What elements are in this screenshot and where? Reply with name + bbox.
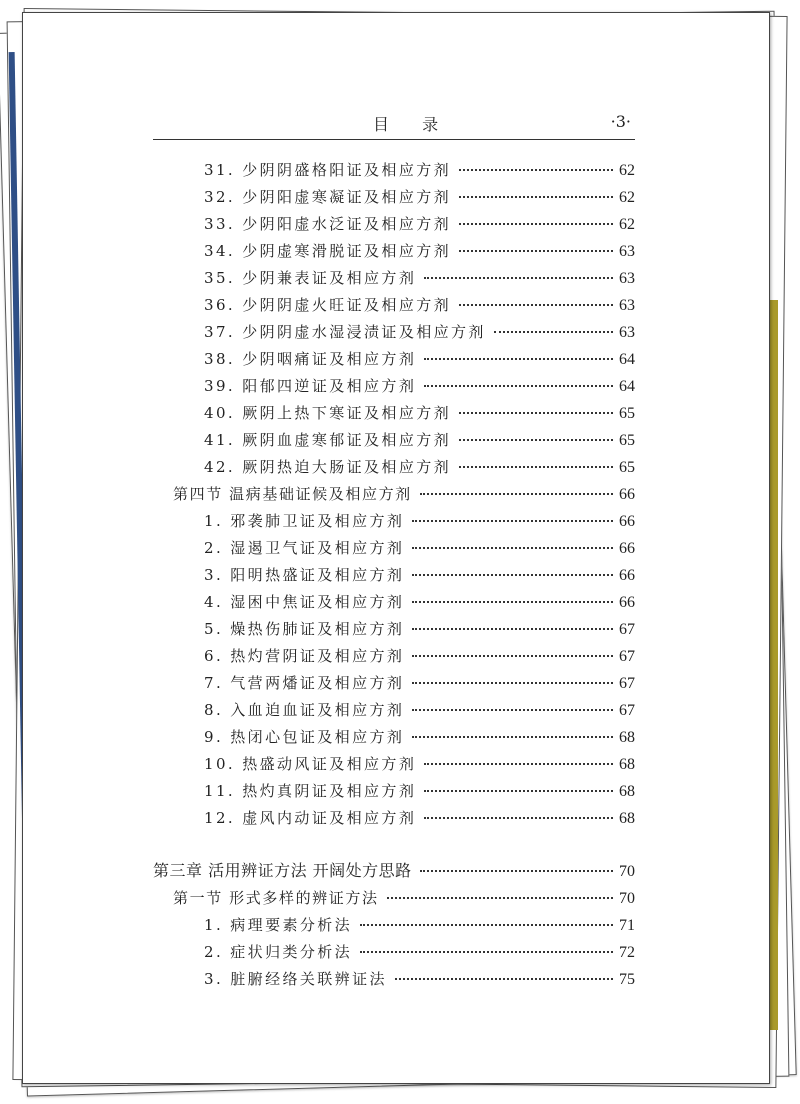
toc-entry-title: 12. 虚风内动证及相应方剂 xyxy=(204,809,417,827)
dot-leader xyxy=(412,600,613,603)
toc-entry[interactable] xyxy=(204,186,635,208)
dot-leader xyxy=(387,896,613,899)
dot-leader xyxy=(412,735,613,738)
toc-entry-page: 66 xyxy=(619,513,635,530)
toc-entry[interactable] xyxy=(204,294,635,316)
toc-entry-title: 42. 厥阴热迫大肠证及相应方剂 xyxy=(204,458,452,476)
toc-entry[interactable] xyxy=(204,753,635,775)
toc-entry-page: 62 xyxy=(619,189,635,206)
toc-entry-page: 71 xyxy=(619,917,635,934)
toc-entry-page: 67 xyxy=(619,621,635,638)
toc-entry-title: 1. 病理要素分析法 xyxy=(204,916,353,934)
dot-leader xyxy=(360,923,613,926)
toc-entry-page: 67 xyxy=(619,675,635,692)
toc-entry-page: 67 xyxy=(619,702,635,719)
dot-leader xyxy=(424,276,613,279)
toc-entry[interactable] xyxy=(204,537,635,559)
toc-entry-page: 64 xyxy=(619,378,635,395)
dot-leader xyxy=(424,816,613,819)
toc-entry-page: 68 xyxy=(619,756,635,773)
toc-entry-title: 3. 阳明热盛证及相应方剂 xyxy=(204,566,405,584)
toc-entry[interactable] xyxy=(204,348,635,370)
dot-leader xyxy=(459,222,613,225)
toc-entry-title: 11. 热灼真阴证及相应方剂 xyxy=(204,782,417,800)
dot-leader xyxy=(412,519,613,522)
toc-entry[interactable] xyxy=(204,159,635,181)
toc-entry-title: 37. 少阴阴虚水湿浸渍证及相应方剂 xyxy=(204,323,486,341)
dot-leader xyxy=(459,411,613,414)
toc-entry-page: 68 xyxy=(619,783,635,800)
toc-entry-page: 65 xyxy=(619,459,635,476)
toc-entry-page: 67 xyxy=(619,648,635,665)
toc-entry[interactable] xyxy=(204,645,635,667)
toc-entry[interactable] xyxy=(204,456,635,478)
dot-leader xyxy=(412,627,613,630)
toc-section-title: 第一节 形式多样的辨证方法 xyxy=(173,889,379,907)
toc-section-entry[interactable] xyxy=(173,483,635,505)
dot-leader xyxy=(412,546,613,549)
toc-entry[interactable] xyxy=(204,240,635,262)
dot-leader xyxy=(459,303,613,306)
toc-entry-page: 63 xyxy=(619,324,635,341)
toc-entry-page: 62 xyxy=(619,162,635,179)
dot-leader xyxy=(420,492,613,495)
toc-entry[interactable] xyxy=(204,699,635,721)
toc-chapter-title: 第三章 活用辨证方法 开阔处方思路 xyxy=(153,861,412,880)
toc-entry-page: 63 xyxy=(619,297,635,314)
toc-entry[interactable] xyxy=(204,672,635,694)
dot-leader xyxy=(459,168,613,171)
toc-entry-page: 75 xyxy=(619,971,635,988)
toc-entry-title: 3. 脏腑经络关联辨证法 xyxy=(204,970,387,988)
toc-entry[interactable] xyxy=(204,591,635,613)
toc-entry-title: 41. 厥阴血虚寒郁证及相应方剂 xyxy=(204,431,452,449)
dot-leader xyxy=(412,708,613,711)
toc-entry-title: 7. 气营两燔证及相应方剂 xyxy=(204,674,405,692)
toc-entry-title: 2. 症状归类分析法 xyxy=(204,943,353,961)
book-cover-edge xyxy=(769,300,778,1030)
toc-entry-page: 65 xyxy=(619,432,635,449)
toc-entry-page: 66 xyxy=(619,486,635,503)
document-page xyxy=(22,12,770,1084)
toc-entry-title: 5. 燥热伤肺证及相应方剂 xyxy=(204,620,405,638)
toc-entry[interactable] xyxy=(204,510,635,532)
dot-leader xyxy=(424,762,613,765)
toc-entry-page: 72 xyxy=(619,944,635,961)
dot-leader xyxy=(459,465,613,468)
toc-section-entry[interactable] xyxy=(173,887,635,909)
toc-entry[interactable] xyxy=(204,429,635,451)
toc-entry[interactable] xyxy=(204,968,635,990)
toc-entry-title: 31. 少阴阴盛格阳证及相应方剂 xyxy=(204,161,452,179)
toc-entry[interactable] xyxy=(204,726,635,748)
toc-entry-page: 68 xyxy=(619,810,635,827)
dot-leader xyxy=(412,654,613,657)
toc-entry-title: 36. 少阴阴虚火旺证及相应方剂 xyxy=(204,296,452,314)
toc-entry-title: 33. 少阴阳虚水泛证及相应方剂 xyxy=(204,215,452,233)
toc-entry-title: 6. 热灼营阴证及相应方剂 xyxy=(204,647,405,665)
toc-entry-title: 9. 热闭心包证及相应方剂 xyxy=(204,728,405,746)
dot-leader xyxy=(459,249,613,252)
toc-entry-page: 66 xyxy=(619,594,635,611)
dot-leader xyxy=(420,869,613,872)
toc-entry-page: 70 xyxy=(619,863,635,880)
toc-entry-title: 10. 热盛动风证及相应方剂 xyxy=(204,755,417,773)
header-page-number: ·3· xyxy=(610,112,631,131)
toc-entry-page: 70 xyxy=(619,890,635,907)
dot-leader xyxy=(424,789,613,792)
dot-leader xyxy=(459,438,613,441)
toc-entry[interactable] xyxy=(204,941,635,963)
toc-entry-title: 32. 少阴阳虚寒凝证及相应方剂 xyxy=(204,188,452,206)
toc-entry[interactable] xyxy=(204,267,635,289)
dot-leader xyxy=(395,977,613,980)
dot-leader xyxy=(360,950,613,953)
toc-entry-page: 64 xyxy=(619,351,635,368)
toc-section-title: 第四节 温病基础证候及相应方剂 xyxy=(173,485,412,503)
toc-chapter-entry[interactable] xyxy=(153,860,635,882)
dot-leader xyxy=(412,573,613,576)
dot-leader xyxy=(424,384,613,387)
toc-entry-title: 1. 邪袭肺卫证及相应方剂 xyxy=(204,512,405,530)
toc-entry-page: 66 xyxy=(619,567,635,584)
dot-leader xyxy=(412,681,613,684)
toc-entry[interactable] xyxy=(204,564,635,586)
dot-leader xyxy=(459,195,613,198)
toc-entry-title: 35. 少阴兼表证及相应方剂 xyxy=(204,269,417,287)
dot-leader xyxy=(494,330,613,333)
toc-entry-page: 65 xyxy=(619,405,635,422)
table-of-contents xyxy=(23,13,769,1083)
toc-entry[interactable] xyxy=(204,807,635,829)
toc-entry[interactable] xyxy=(204,780,635,802)
toc-entry-title: 34. 少阴虚寒滑脱证及相应方剂 xyxy=(204,242,452,260)
toc-entry-title: 4. 湿困中焦证及相应方剂 xyxy=(204,593,405,611)
toc-entry[interactable] xyxy=(204,618,635,640)
header-title: 目 录 xyxy=(373,115,453,134)
toc-entry-page: 66 xyxy=(619,540,635,557)
toc-entry[interactable] xyxy=(204,213,635,235)
toc-entry-title: 38. 少阴咽痛证及相应方剂 xyxy=(204,350,417,368)
toc-entry-page: 68 xyxy=(619,729,635,746)
toc-entry-title: 8. 入血迫血证及相应方剂 xyxy=(204,701,405,719)
toc-entry-page: 62 xyxy=(619,216,635,233)
toc-entry[interactable] xyxy=(204,321,635,343)
toc-entry-title: 2. 湿遏卫气证及相应方剂 xyxy=(204,539,405,557)
dot-leader xyxy=(424,357,613,360)
toc-entry[interactable] xyxy=(204,402,635,424)
toc-entry-title: 39. 阳郁四逆证及相应方剂 xyxy=(204,377,417,395)
toc-entry-page: 63 xyxy=(619,270,635,287)
toc-entry[interactable] xyxy=(204,914,635,936)
toc-entry-page: 63 xyxy=(619,243,635,260)
toc-entry-title: 40. 厥阴上热下寒证及相应方剂 xyxy=(204,404,452,422)
toc-entry[interactable] xyxy=(204,375,635,397)
